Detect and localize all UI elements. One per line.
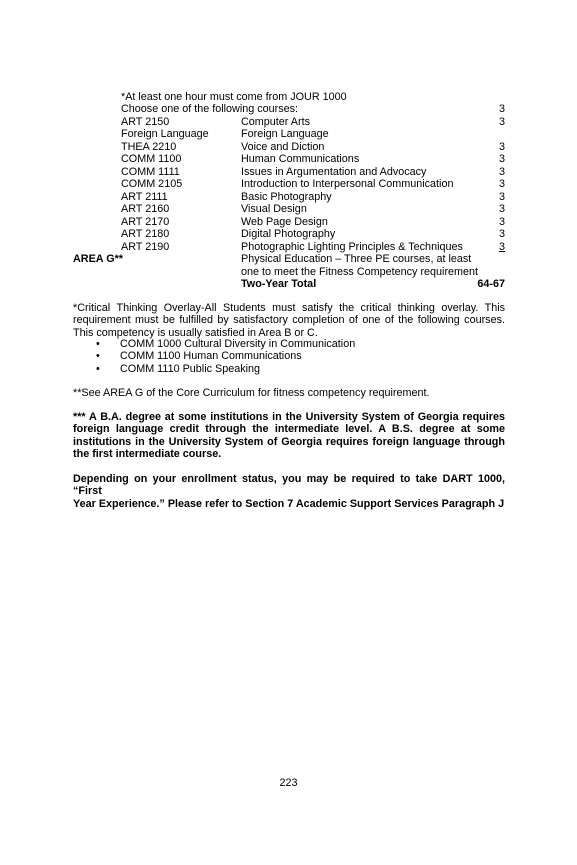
course-credits: 3 [498, 215, 505, 228]
area-g-description-line2: one to meet the Fitness Competency requirement [241, 265, 479, 278]
course-code: ART 2170 [121, 215, 170, 228]
list-item [96, 363, 355, 375]
choose-row [0, 103, 577, 115]
bullet-icon: • [96, 362, 100, 375]
dart-note [73, 473, 505, 510]
course-title: Visual Design [241, 203, 307, 215]
ba-degree-note [73, 411, 505, 460]
course-title: Web Page Design [241, 215, 328, 228]
course-row [0, 116, 577, 128]
course-row [0, 203, 577, 215]
total-row [0, 278, 577, 290]
course-credits: 3 [498, 178, 505, 190]
course-code: ART 2180 [121, 228, 170, 240]
course-credits: 3 [498, 190, 505, 203]
bullet-icon: • [96, 350, 100, 363]
course-credits: 3 [498, 165, 505, 178]
critical-thinking-course-list [96, 338, 355, 375]
course-code: ART 2150 [121, 115, 170, 128]
choose-credits: 3 [498, 103, 505, 115]
list-item [96, 338, 355, 350]
paragraph-line: the first intermediate course. [73, 447, 222, 460]
course-code: Foreign Language [121, 128, 209, 140]
total-value: 64-67 [477, 278, 505, 290]
area-g-footnote: **See AREA G of the Core Curriculum for fitness competency requirement. [73, 387, 430, 399]
course-credits: 3 [498, 228, 505, 240]
page-number: 223 [279, 777, 298, 789]
list-item [96, 350, 355, 362]
course-credits: 3 [498, 140, 505, 153]
course-credits: 3 [498, 240, 505, 253]
course-row [0, 153, 577, 165]
jour-note: *At least one hour must come from JOUR 1000 [121, 91, 347, 103]
course-title: Computer Arts [241, 115, 311, 128]
area-g-label: AREA G** [73, 253, 123, 265]
area-g-row [0, 253, 577, 265]
area-g-description-line1: Physical Education – Three PE courses, at least [241, 253, 472, 265]
list-item-text: COMM 1100 Human Communications [120, 350, 302, 363]
paragraph-line: *Critical Thinking Overlay-All Students must satisfy the critical thinking overlay. This [73, 302, 505, 314]
paragraph-line: institutions in the University System of Georgia requires foreign language through [73, 435, 505, 448]
list-item-text: COMM 1000 Cultural Diversity in Communication [120, 338, 356, 350]
course-title: Introduction to Interpersonal Communication [241, 178, 454, 190]
paragraph-line: Depending on your enrollment status, you may be required to take DART 1000, “First [73, 473, 505, 498]
course-row [0, 241, 577, 253]
paragraph-line: foreign language credit through the intermediate level. A B.S. degree at some [73, 423, 505, 436]
paragraph-line: *** A B.A. degree at some institutions in the University System of Georgia requires [73, 411, 505, 423]
list-item-text: COMM 1110 Public Speaking [120, 362, 261, 375]
course-code: ART 2160 [121, 203, 170, 215]
paragraph-line: Year Experience.” Please refer to Section 7 Academic Support Services Paragraph J [73, 497, 505, 510]
course-title: Digital Photography [241, 228, 336, 240]
course-title: Basic Photography [241, 190, 332, 203]
course-code: ART 2111 [121, 190, 168, 203]
course-row [0, 228, 577, 240]
course-code: COMM 1100 [121, 153, 182, 165]
course-title: Voice and Diction [241, 140, 325, 153]
course-row [0, 128, 577, 140]
course-credits: 3 [498, 115, 505, 128]
paragraph-line: requirement must be fulfilled by satisfactory completion of one of the following courses. [73, 314, 505, 327]
area-g-row-continued [0, 266, 577, 278]
course-code: THEA 2210 [121, 140, 177, 153]
choose-text: Choose one of the following courses: [121, 103, 299, 115]
paragraph-line: This competency is usually satisfied in Area B or C. [73, 326, 318, 339]
course-title: Foreign Language [241, 128, 329, 140]
course-code: COMM 1111 [121, 165, 180, 178]
course-row [0, 178, 577, 190]
critical-thinking-paragraph [73, 302, 505, 339]
course-row [0, 191, 577, 203]
course-row [0, 141, 577, 153]
course-credits: 3 [498, 153, 505, 165]
course-credits: 3 [498, 203, 505, 215]
course-row [0, 216, 577, 228]
course-row [0, 166, 577, 178]
course-code: COMM 2105 [121, 178, 183, 190]
bullet-icon: • [96, 338, 100, 350]
course-code: ART 2190 [121, 240, 170, 253]
course-title: Issues in Argumentation and Advocacy [241, 165, 427, 178]
course-title: Photographic Lighting Principles & Techniques [241, 240, 463, 253]
total-label: Two-Year Total [241, 278, 317, 290]
course-title: Human Communications [241, 153, 360, 165]
